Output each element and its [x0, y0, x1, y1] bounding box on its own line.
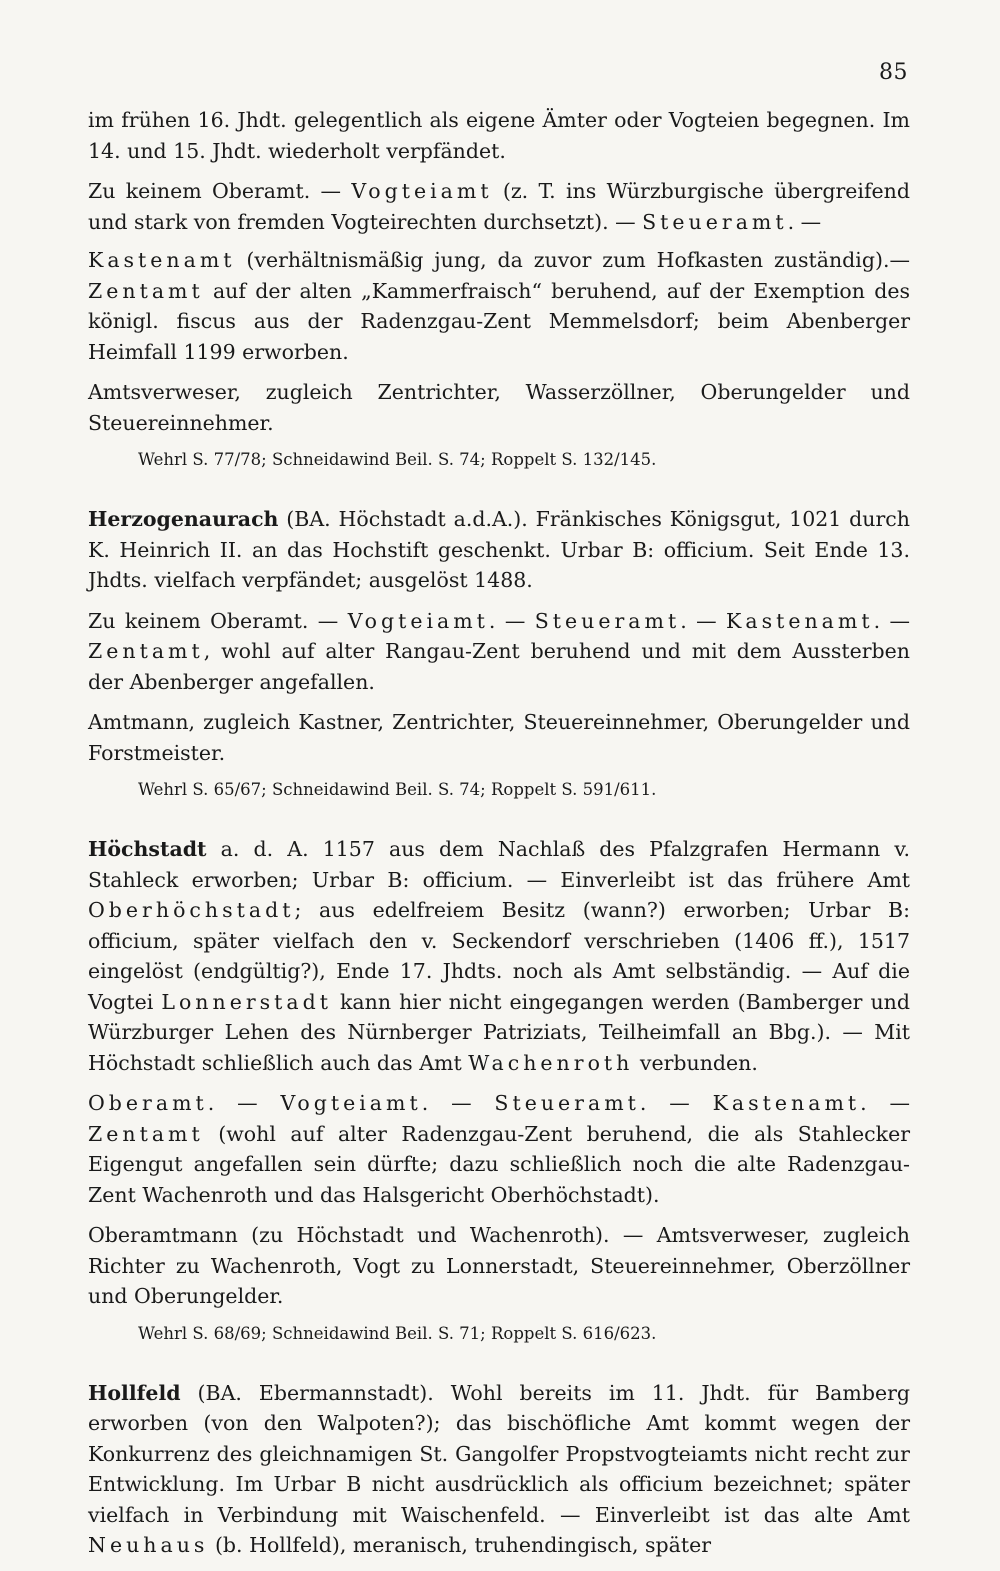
spaced-term: Zentamt	[88, 639, 204, 663]
section-gap	[88, 1346, 910, 1378]
spaced-term: Oberamt	[88, 1091, 208, 1115]
spaced-term: Kastenamt	[712, 1091, 861, 1115]
section-gap	[88, 472, 910, 504]
paragraph: Höchstadt a. d. A. 1157 aus dem Nachlaß des Pfalzgrafen Hermann v. Stahleck erworben; Urbar B: officium. — Einverleibt ist das frühere Amt Oberhöchstadt; aus edelfreiem Besitz (wann?) erworben; Urbar B: officium, später vielfach den v. Seckendorf verschrieben (1406 ff.), 1517 eingelöst (endgültig?), Ende 17. Jhdts. noch als Amt selbständig. — Auf die Vogtei Lonnerstadt kann hier nicht eingegangen werden (Bamberger und Würzburger Lehen des Nürnberger Patriziats, Teilheimfall an Bbg.). — Mit Höchstadt schließlich auch das Amt Wachenroth verbunden.	[88, 837, 910, 1075]
entry-heading: Höchstadt	[88, 837, 207, 861]
spaced-term: Vogteiamt	[351, 179, 493, 203]
spaced-term: Lonnerstadt	[161, 989, 332, 1014]
paragraph: Hollfeld (BA. Ebermannstadt). Wohl bereits im 11. Jhdt. für Bamberg erworben (von den Walpoten?); das bischöfliche Amt kommt wegen der Konkurrenz des gleichnamigen St. Gangolfer Propstvogteiamts nicht recht zur Entwicklung. Im Urbar B nicht ausdrücklich als officium bezeichnet; später vielfach in Verbindung mit Waischenfeld. — Einverleibt ist das alte Amt Neuhaus (b. Hollfeld), meranisch, truhendingisch, später	[88, 1380, 910, 1557]
page-content	[88, 105, 910, 1571]
paragraph: Amtsverweser, zugleich Zentrichter, Wasserzöllner, Oberungelder und Steuereinnehmer.	[88, 380, 910, 435]
spaced-term: Vogteiamt	[280, 1091, 422, 1115]
paragraph: Zu keinem Oberamt. — Vogteiamt. — Steueramt. — Kastenamt. — Zentamt, wohl auf alter Rangau-Zent beruhend und mit dem Aussterben der Abenberger angefallen.	[88, 608, 910, 694]
spaced-term: Zentamt	[88, 1121, 204, 1146]
reference-line: Wehrl S. 68/69; Schneidawind Beil. S. 71; Roppelt S. 616/623.	[138, 1323, 657, 1343]
spaced-term: Wachenroth	[468, 1050, 634, 1075]
reference-line: Wehrl S. 65/67; Schneidawind Beil. S. 74; Roppelt S. 591/611.	[138, 780, 657, 799]
reference-line: Wehrl S. 77/78; Schneidawind Beil. S. 74; Roppelt S. 132/145.	[138, 450, 657, 469]
spaced-term: Zentamt	[88, 278, 204, 303]
paragraph: Kastenamt (verhältnismäßig jung, da zuvor zum Hofkasten zuständig).— Zentamt auf der alten „Kammerfraisch“ beruhend, auf der Exemption des königl. fiscus aus der Radenzgau-Zent Memmelsdorf; beim Abenberger Heimfall 1199 erworben.	[88, 248, 910, 364]
spaced-term: Steueramt	[534, 608, 681, 633]
entry-heading: Herzogenaurach	[88, 507, 279, 531]
spaced-term: Kastenamt	[726, 608, 874, 633]
paragraph: Oberamtmann (zu Höchstadt und Wachenroth). — Amtsverweser, zugleich Richter zu Wachenroth, Vogt zu Lonnerstadt, Steuereinnehmer, Oberzöllner und Oberungelder.	[88, 1223, 910, 1308]
paragraph: Oberamt. — Vogteiamt. — Steueramt. — Kastenamt. — Zentamt (wohl auf alter Radenzgau-Zent beruhend, die als Stahlecker Eigengut angefallen sein dürfte; dazu schließlich noch die alte Radenzgau-Zent Wachenroth und das Halsgericht Oberhöchstadt).	[88, 1091, 910, 1207]
page-number: 85	[879, 60, 908, 85]
section-gap	[88, 802, 910, 834]
spaced-term: Kastenamt	[88, 248, 236, 272]
spaced-term: Oberhöchstadt	[88, 898, 295, 922]
spaced-term: Steueramt	[494, 1091, 640, 1115]
spaced-term: Steueramt	[642, 209, 788, 234]
entry-heading: Hollfeld	[88, 1380, 181, 1405]
paragraph: Amtmann, zugleich Kastner, Zentrichter, Steuereinnehmer, Oberungelder und Forstmeister.	[88, 710, 910, 765]
spaced-term: Neuhaus	[88, 1533, 209, 1557]
paragraph: Zu keinem Oberamt. — Vogteiamt (z. T. ins Würzburgische übergreifend und stark von fremden Vogteirechten durchsetzt). — Steueramt. —	[88, 179, 910, 234]
spaced-term: Vogteiamt	[347, 608, 489, 633]
paragraph: im frühen 16. Jhdt. gelegentlich als eigene Ämter oder Vogteien begegnen. Im 14. und 15. Jhdt. wiederholt verpfändet.	[88, 108, 910, 163]
paragraph: Herzogenaurach (BA. Höchstadt a.d.A.). Fränkisches Königsgut, 1021 durch K. Heinrich II. an das Hochstift geschenkt. Urbar B: officium. Seit Ende 13. Jhdts. vielfach verpfändet; ausgelöst 1488.	[88, 507, 910, 592]
